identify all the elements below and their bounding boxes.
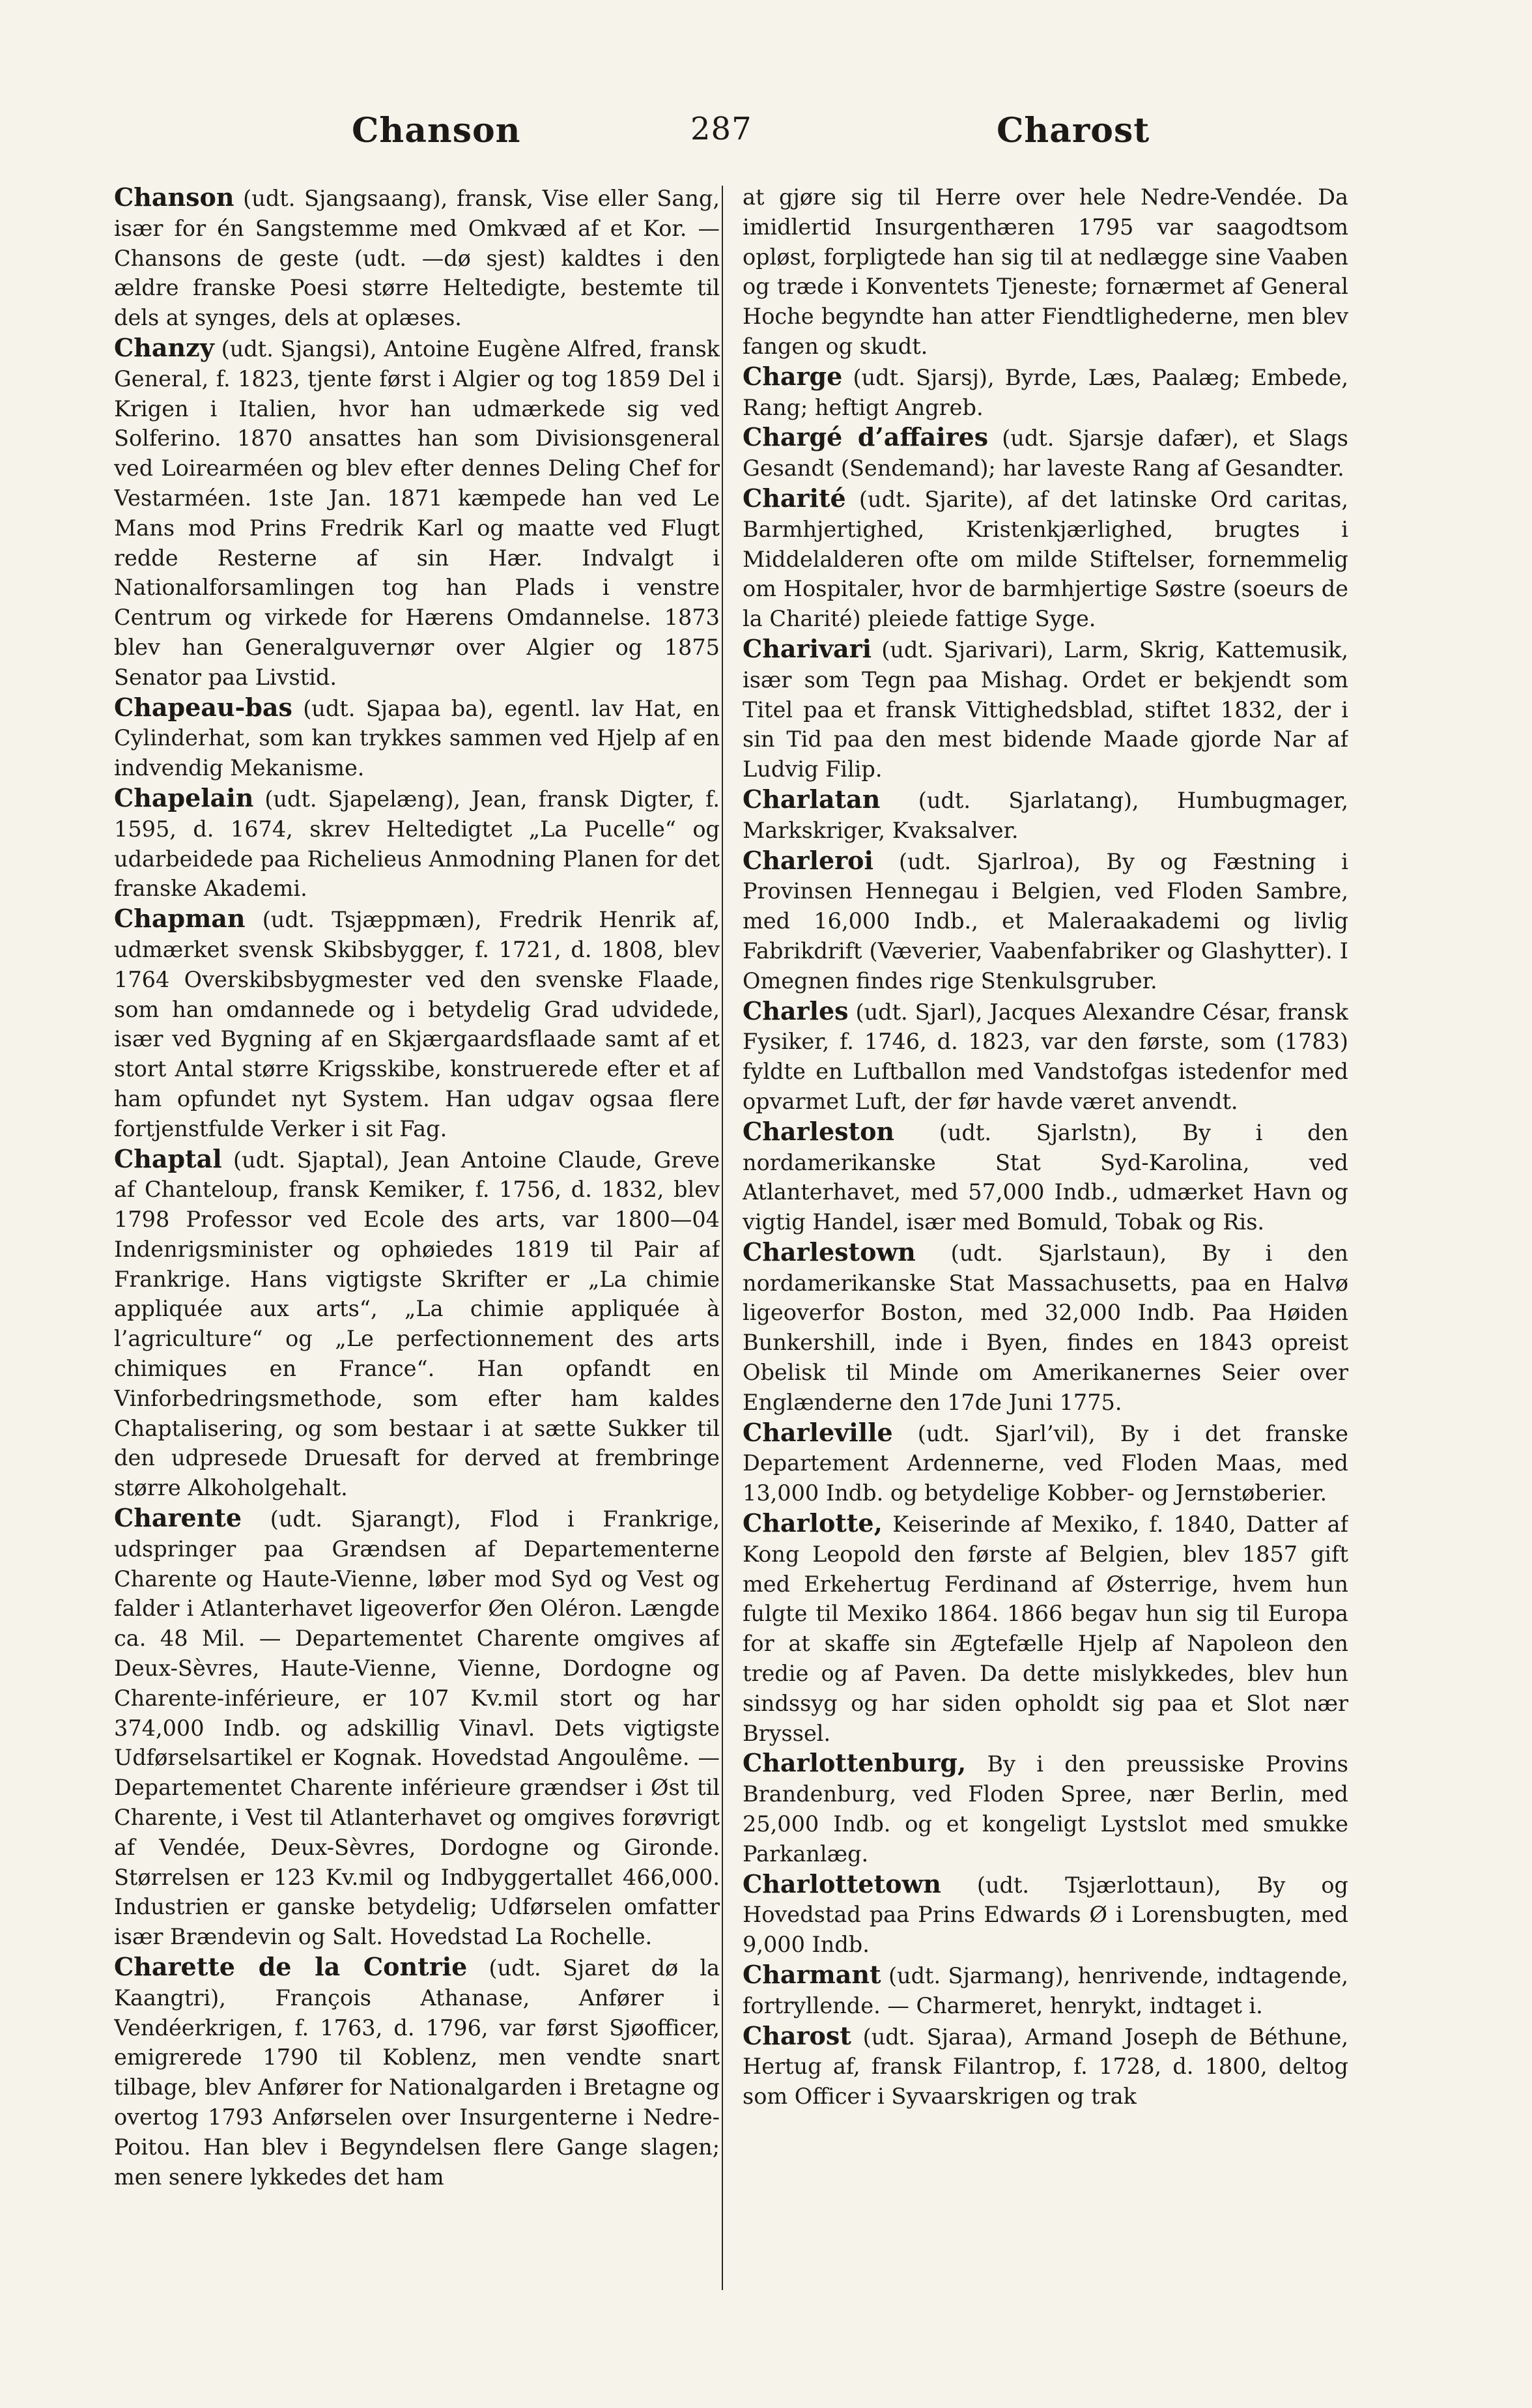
entry-headword: Chanson [114, 182, 234, 212]
entry-text: (udt. Sjarite), af det latinske Ord caritas, Barmhjertighed, Kristenkjærlighed, brugtes i Middelalderen ofte om milde Stiftelser, fornemmelig om Hospitaler, hvor de barmhjertige Søstre (soeurs de la Charité) pleiede fattige Syge. [743, 486, 1348, 632]
entry-text: (udt. Sjaptal), Jean Antoine Claude, Greve af Chanteloup, fransk Kemiker, f. 1756, d. 1832, blev 1798 Professor ved Ecole des arts, var 1800—04 Indenrigsminister og ophøiedes 1819 til Pair af Frankrige. Hans vigtigste Skrifter er „La chimie appliquée aux arts“, „La chimie appliquée à l’agriculture“ og „Le perfectionnement des arts chimiques en France“. Han opfandt en Vinforbedringsmethode, som efter ham kaldes Chaptalisering, og som bestaar i at sætte Sukker til den udpresede Druesaft for derved at frembringe større Alkoholgehalt. [114, 1147, 720, 1501]
dictionary-entry [743, 1508, 1348, 1748]
entry-headword: Charlatan [743, 784, 881, 814]
entry-headword: Charette de la Contrie [114, 1952, 468, 1982]
entry-text: (udt. Sjarl’vil), By i det franske Departement Ardennerne, ved Floden Maas, med 13,000 Indb. og betydelige Kobber- og Jernstøberier. [743, 1420, 1348, 1506]
header-left-word: Chanson [352, 111, 521, 150]
entry-text: (udt. Sjarlroa), By og Fæstning i Provinsen Hennegau i Belgien, ved Floden Sambre, med 16,000 Indb., et Maleraakademi og livlig Fabrikdrift (Væverier, Vaabenfabriker og Glashytter). I Omegnen findes rige Stenkulsgruber. [743, 848, 1348, 994]
dictionary-entry [114, 1144, 720, 1504]
dictionary-entry [114, 182, 720, 333]
entry-headword: Chaptal [114, 1143, 222, 1173]
continuation-text: at gjøre sig til Herre over hele Nedre-Vendée. Da imidlertid Insurgenthæren 1795 var saagodtsom opløst, forpligtede han sig til at nedlægge sine Vaaben og træde i Konventets Tjeneste; fornærmet af General Hoche begyndte han atter Fiendtlighederne, men blev fangen og skudt. [743, 184, 1348, 359]
right-column [743, 182, 1348, 2293]
entry-headword: Charlotte, [743, 1508, 883, 1538]
dictionary-entry [743, 1117, 1348, 1237]
dictionary-entry [743, 1869, 1348, 1960]
header-right-word: Charost [997, 111, 1150, 150]
dictionary-entry [114, 1503, 720, 1952]
entry-text: (udt. Sjarlstaun), By i den nordamerikanske Stat Massachusetts, paa en Halvø ligeoverfor Boston, med 32,000 Indb. Paa Høiden Bunkershill, inde i Byen, findes en 1843 opreist Obelisk til Minde om Amerikanernes Seier over Englænderne den 17de Juni 1775. [743, 1240, 1348, 1415]
dictionary-entry [743, 483, 1348, 634]
left-column [114, 182, 720, 2293]
entry-text: By i den preussiske Provins Brandenburg, ved Floden Spree, nær Berlin, med 25,000 Indb. og et kongeligt Lystslot med smukke Parkanlæg. [743, 1751, 1348, 1867]
dictionary-entry [114, 693, 720, 783]
entry-headword: Charité [743, 483, 846, 513]
entry-text: (udt. Sjapaa ba), egentl. lav Hat, en Cylinderhat, som kan trykkes sammen ved Hjelp af en indvendig Mekanisme. [114, 695, 720, 781]
dictionary-entry [743, 1237, 1348, 1418]
entry-text: (udt. Sjaraa), Armand Joseph de Béthune, Hertug af, fransk Filantrop, f. 1728, d. 1800, deltog som Officer i Syvaarskrigen og trak [743, 2024, 1348, 2110]
entry-text: (udt. Sjarsje dafær), et Slags Gesandt (Sendemand); har laveste Rang af Gesandter. [743, 425, 1348, 481]
running-head [98, 111, 1355, 163]
column-divider [722, 186, 723, 2290]
entry-text: (udt. Sjarsj), Byrde, Læs, Paalæg; Embede, Rang; heftigt Angreb. [743, 364, 1348, 420]
entry-headword: Charente [114, 1503, 242, 1533]
entry-headword: Charost [743, 2020, 851, 2050]
entry-headword: Charivari [743, 633, 872, 663]
entry-headword: Chargé d’affaires [743, 422, 989, 452]
dictionary-entry [114, 783, 720, 904]
entry-text: (udt. Sjangsaang), fransk, Vise eller Sang, især for én Sangstemme med Omkvæd af et Kor. — Chansons de geste (udt. —dø sjest) kaldtes i den ældre franske Poesi større Heltedigte, bestemte til dels at synges, dels at oplæses. [114, 186, 720, 331]
dictionary-page [98, 98, 1355, 2313]
dictionary-entry [743, 2021, 1348, 2112]
dictionary-entry [114, 333, 720, 693]
entry-text: Keiserinde af Mexiko, f. 1840, Datter af Kong Leopold den første af Belgien, blev 1857 gift med Erkehertug Ferdinand af Østerrige, hvem hun fulgte til Mexiko 1864. 1866 begav hun sig til Europa for at skaffe sin Ægtefælle Hjelp af Napoleon den tredie og af Paven. Da dette mislykkedes, blev hun sindssyg og har siden opholdt sig paa et Slot nær Bryssel. [743, 1512, 1348, 1746]
entry-headword: Charleston [743, 1116, 895, 1146]
entry-text: (udt. Sjapelæng), Jean, fransk Digter, f. 1595, d. 1674, skrev Heltedigtet „La Pucelle“ og udarbeidede paa Richelieus Anmodning Planen for det franske Akademi. [114, 786, 720, 902]
entry-text: (udt. Tsjæppmæn), Fredrik Henrik af, udmærket svensk Skibsbygger, f. 1721, d. 1808, blev 1764 Overskibsbygmester ved den svenske Flaade, som han omdannede og i betydelig Grad udvidede, især ved Bygning af en Skjærgaardsflaade samt af et stort Antal større Krigsskibe, konstruerede efter et af ham opfundet nyt System. Han udgav ogsaa flere fortjenstfulde Verker i sit Fag. [114, 907, 720, 1141]
entry-headword: Chapman [114, 904, 246, 934]
dictionary-entry [743, 422, 1348, 483]
entry-headword: Charleroi [743, 845, 873, 875]
entry-text: (udt. Sjarivari), Larm, Skrig, Kattemusik, især som Tegn paa Mishag. Ordet er bekjendt som Titel paa et fransk Vittighedsblad, stiftet 1832, der i sin Tid paa den mest bidende Maade gjorde Nar af Ludvig Filip. [743, 637, 1348, 782]
entry-text: (udt. Sjarlstn), By i den nordamerikanske Stat Syd-Karolina, ved Atlanterhavet, med 57,000 Indb., udmærket Havn og vigtig Handel, især med Bomuld, Tobak og Ris. [743, 1119, 1348, 1235]
dictionary-entry [743, 846, 1348, 996]
dictionary-entry [743, 1748, 1348, 1869]
dictionary-entry [114, 904, 720, 1143]
entry-headword: Charlestown [743, 1237, 916, 1267]
dictionary-entry [743, 634, 1348, 784]
entry-headword: Chapelain [114, 782, 254, 812]
dictionary-entry [743, 1418, 1348, 1508]
entry-headword: Chanzy [114, 332, 214, 362]
entry-headword: Charlottetown [743, 1869, 941, 1899]
entry-headword: Charlottenburg, [743, 1748, 967, 1778]
entry-text: (udt. Sjaret dø la Kaangtri), François Athanase, Anfører i Vendéerkrigen, f. 1763, d. 1796, var først Sjøofficer, emigrerede 1790 til Koblenz, men vendte snart tilbage, blev Anfører for Nationalgarden i Bretagne og overtog 1793 Anførselen over Insurgenterne i Nedre-Poitou. Han blev i Begyndelsen flere Gange slagen; men senere lykkedes det ham [114, 1955, 720, 2190]
entry-text: (udt. Sjarlatang), Humbugmager, Markskriger, Kvaksalver. [743, 787, 1348, 843]
entry-text: (udt. Sjangsi), Antoine Eugène Alfred, fransk General, f. 1823, tjente først i Algier og tog 1859 Del i Krigen i Italien, hvor han udmærkede sig ved Solferino. 1870 ansattes han som Divisionsgeneral ved Loirearméen og blev efter dennes Deling Chef for Vestarméen. 1ste Jan. 1871 kæmpede han ved Le Mans mod Prins Fredrik Karl og maatte ved Flugt redde Resterne af sin Hær. Indvalgt i Nationalforsamlingen tog han Plads i venstre Centrum og virkede for Hærens Omdannelse. 1873 blev han Generalguvernør over Algier og 1875 Senator paa Livstid. [114, 336, 720, 690]
dictionary-entry [743, 996, 1348, 1117]
entry-text: (udt. Sjarangt), Flod i Frankrige, udspringer paa Grændsen af Departementerne Charente og Haute-Vienne, løber mod Syd og Vest og falder i Atlanterhavet ligeoverfor Øen Oléron. Længde ca. 48 Mil. — Departementet Charente omgives af Deux-Sèvres, Haute-Vienne, Vienne, Dordogne og Charente-inférieure, er 107 Kv.mil stort og har 374,000 Indb. og adskillig Vinavl. Dets vigtigste Udførselsartikel er Kognak. Hovedstad Angoulême. — Departementet Charente inférieure grændser i Øst til Charente, i Vest til Atlanterhavet og omgives forøvrigt af Vendée, Deux-Sèvres, Dordogne og Gironde. Størrelsen er 123 Kv.mil og Indbyggertallet 466,000. Industrien er ganske betydelig; Udførselen omfatter især Brændevin og Salt. Hovedstad La Rochelle. [114, 1506, 720, 1950]
dictionary-entry [743, 784, 1348, 846]
dictionary-entry [743, 1960, 1348, 2021]
dictionary-entry [743, 362, 1348, 423]
entry-text: (udt. Sjarl), Jacques Alexandre César, fransk Fysiker, f. 1746, d. 1823, var den første, som (1783) fyldte en Luftballon med Vandstofgas istedenfor med opvarmet Luft, der før havde været anvendt. [743, 999, 1348, 1114]
entry-text: (udt. Sjarmang), henrivende, indtagende, fortryllende. — Charmeret, henrykt, indtaget i. [743, 1963, 1348, 2018]
entry-headword: Charge [743, 361, 843, 391]
page-number: 287 [690, 111, 752, 147]
entry-headword: Charleville [743, 1417, 893, 1447]
entry-headword: Charles [743, 996, 849, 1025]
dictionary-entry [114, 1952, 720, 2192]
entry-headword: Charmant [743, 1960, 881, 1990]
entry-headword: Chapeau-bas [114, 692, 292, 722]
entry-text: (udt. Tsjærlottaun), By og Hovedstad paa Prins Edwards Ø i Lorensbugten, med 9,000 Indb. [743, 1872, 1348, 1958]
